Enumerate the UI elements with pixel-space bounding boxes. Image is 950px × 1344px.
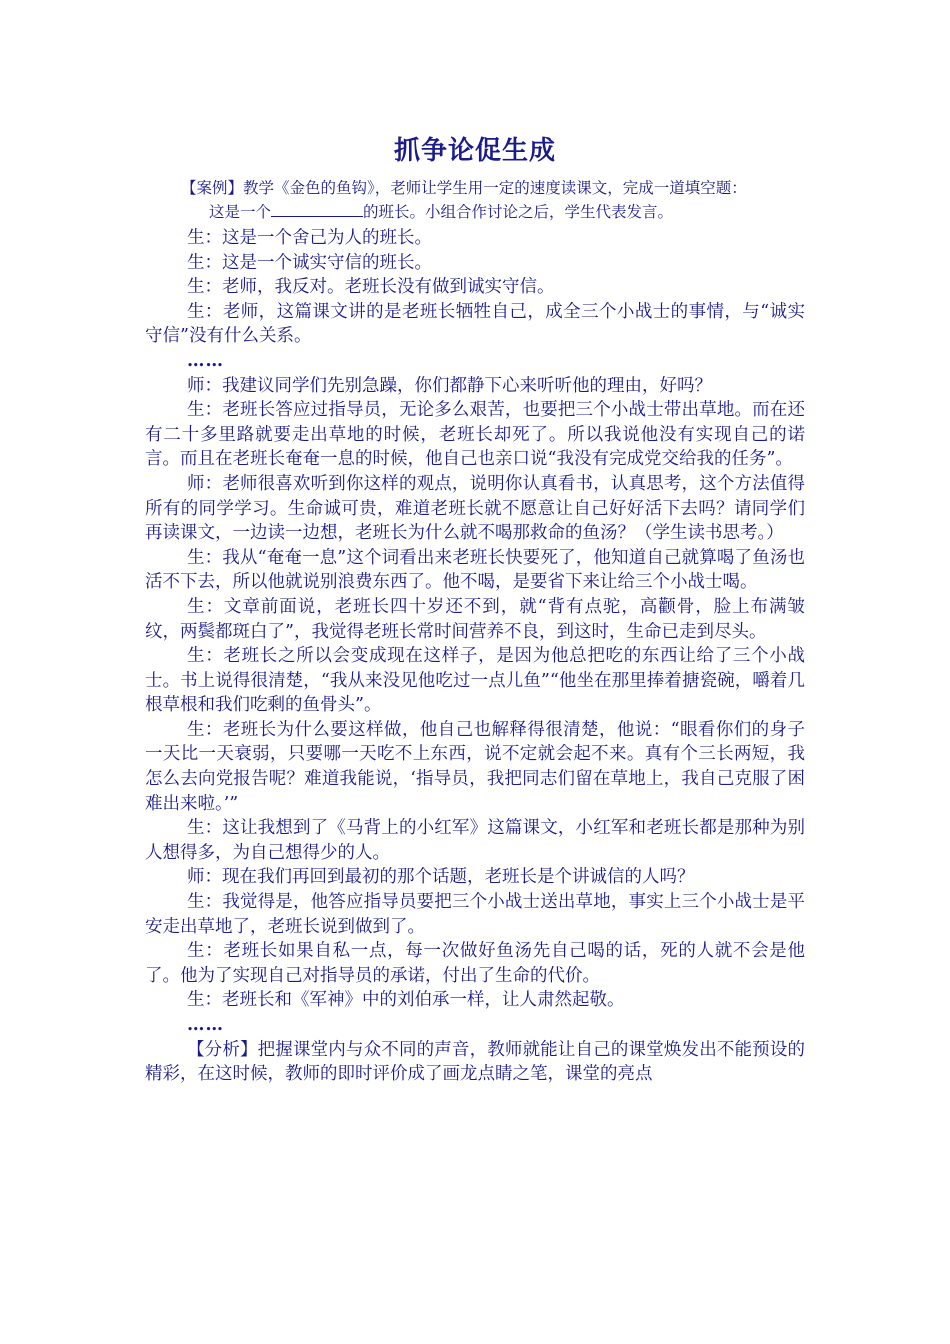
paragraph: 师：老师很喜欢听到你这样的观点，说明你认真看书，认真思考，这个方法值得所有的同学学习。生命诚可贵，难道老班长就不愿意让自己好好活下去吗？请同学们再读课文，一边读一边想，老班长为什么就不喝那救命的鱼汤？（学生读书思考。） <box>145 473 805 544</box>
analysis-paragraph: 【分析】把握课堂内与众不同的声音，教师就能让自己的课堂焕发出不能预设的精彩，在这时候，教师的即时评价成了画龙点睛之笔，课堂的亮点 <box>145 1039 805 1085</box>
paragraph: 生：这是一个诚实守信的班长。 <box>187 252 432 273</box>
case-intro-line: 【案例】教学《金色的鱼钩》，老师让学生用一定的速度读课文，完成一道填空题： <box>181 179 747 197</box>
paragraph: 生：老班长答应过指导员，无论多么艰苦，也要把三个小战士带出草地。而在还有二十多里路就要走出草地的时候，老班长却死了。所以我说他没有实现自己的诺言。而且在老班长奄奄一息的时候，他自己也亲口说“我没有完成党交给我的任务”。 <box>145 400 805 470</box>
paragraph: 生：老师，我反对。老班长没有做到诚实守信。 <box>187 277 555 298</box>
page-title: 抓争论促生成 <box>393 136 556 166</box>
ellipsis: …… <box>187 350 224 371</box>
case-intro-fill-blank <box>145 200 805 224</box>
fill-blank-before: 这是一个 <box>209 203 272 221</box>
paragraph: 生：我从“奄奄一息”这个词看出来老班长快要死了，他知道自己就算喝了鱼汤也活不下去，所以他就说别浪费东西了。他不喝，是要省下来让给三个小战士喝。 <box>145 547 805 593</box>
paragraph: 师：现在我们再回到最初的那个话题，老班长是个讲诚信的人吗？ <box>187 867 695 888</box>
paragraph: 生：老班长和《军神》中的刘伯承一样，让人肃然起敬。 <box>187 990 625 1011</box>
paragraph: 生：老班长之所以会变成现在这样子，是因为他总把吃的东西让给了三个小战士。书上说得很清楚，“我从来没见他吃过一点儿鱼”“他坐在那里捧着搪瓷碗，嚼着几根草根和我们吃剩的鱼骨头”。 <box>145 646 805 716</box>
fill-blank-after: 的班长。小组合作讨论之后，学生代表发言。 <box>363 203 674 221</box>
ellipsis: …… <box>187 1015 224 1035</box>
paragraph: 生：老班长如果自私一点，每一次做好鱼汤先自己喝的话，死的人就不会是他了。他为了实现自己对指导员的承诺，付出了生命的代价。 <box>145 941 805 986</box>
fill-blank-line <box>271 202 363 217</box>
paragraph: 生：老班长为什么要这样做，他自己也解释得很清楚，他说：“眼看你们的身子一天比一天衰弱，只要哪一天吃不上东西，说不定就会起不来。真有个三长两短，我怎么去向党报告呢？难道我能说，‘指导员，我把同志们留在草地上，我自己克服了困难出来啦。’” <box>145 719 805 814</box>
paragraph: 生：这让我想到了《马背上的小红军》这篇课文，小红军和老班长都是那种为别人想得多，为自己想得少的人。 <box>145 818 805 863</box>
paragraph: 生：这是一个舍己为人的班长。 <box>187 228 432 248</box>
document-body <box>145 176 805 1087</box>
paragraph: 生：老师，这篇课文讲的是老班长牺牲自己，成全三个小战士的事情，与“诚实守信”没有什么关系。 <box>145 301 805 347</box>
paragraph: 生：我觉得是，他答应指导员要把三个小战士送出草地，事实上三个小战士是平安走出草地了，老班长说到做到了。 <box>145 892 805 937</box>
paragraph: 师：我建议同学们先别急躁，你们都静下心来听听他的理由，好吗？ <box>187 375 712 396</box>
paragraph: 生：文章前面说，老班长四十岁还不到，就“背有点驼，高颧骨，脸上布满皱纹，两鬓都斑白了”，我觉得老班长常时间营养不良，到这时，生命已走到尽头。 <box>145 596 805 642</box>
